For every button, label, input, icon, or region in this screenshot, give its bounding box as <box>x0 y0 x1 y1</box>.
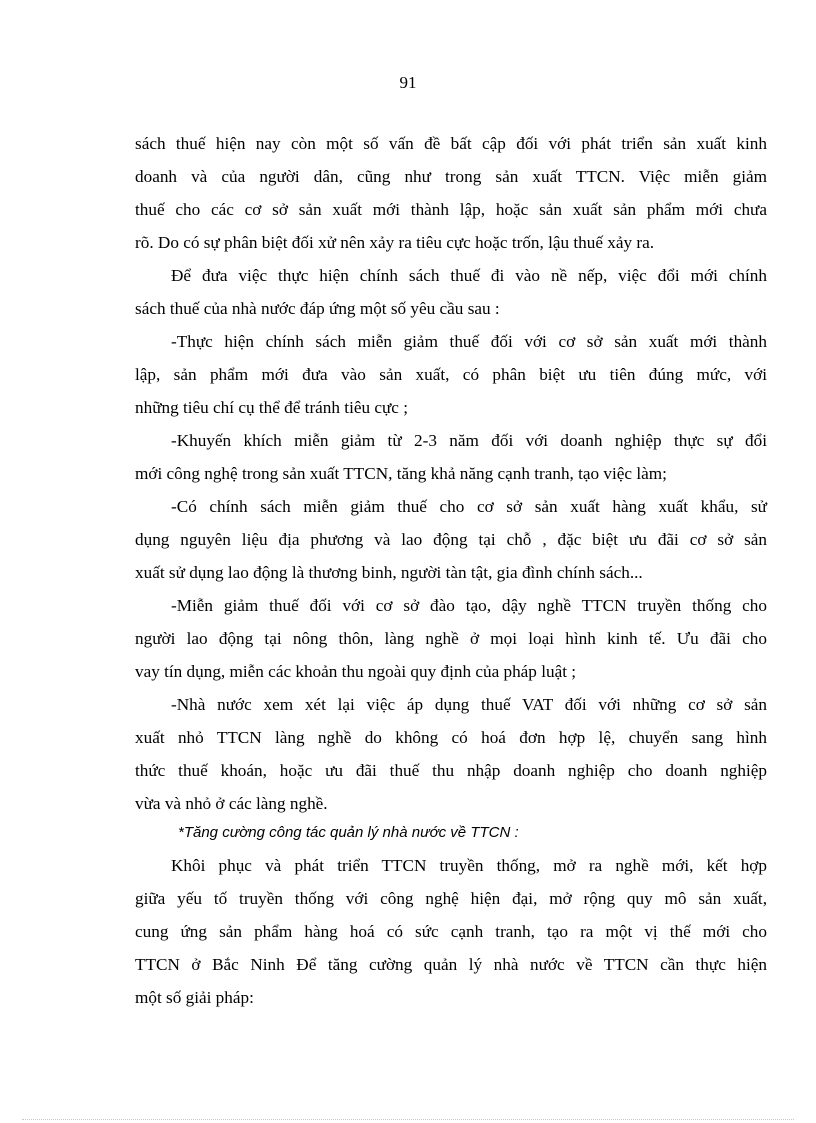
text-line: thức thuế khoán, hoặc ưu đãi thuế thu nhập doanh nghiệp cho doanh nghiệp <box>135 761 767 780</box>
text-line: cung ứng sản phẩm hàng hoá có sức cạnh tranh, tạo ra một vị thế mới cho <box>135 922 767 941</box>
text-line: -Thực hiện chính sách miễn giảm thuế đối với cơ sở sản xuất mới thành <box>171 332 767 351</box>
text-line: một số giải pháp: <box>135 988 254 1007</box>
text-line: giữa yếu tố truyền thống với công nghệ hiện đại, mở rộng quy mô sản xuất, <box>135 889 767 908</box>
section-heading: *Tăng cường công tác quản lý nhà nước về TTCN : <box>178 824 519 841</box>
text-line: người lao động tại nông thôn, làng nghề ở mọi loại hình kinh tế. Ưu đãi cho <box>135 629 767 648</box>
text-line: sách thuế của nhà nước đáp ứng một số yêu cầu sau : <box>135 299 500 318</box>
text-line: vay tín dụng, miễn các khoản thu ngoài quy định của pháp luật ; <box>135 662 577 681</box>
text-line: lập, sản phẩm mới đưa vào sản xuất, có phân biệt ưu tiên đúng mức, với <box>135 365 767 384</box>
text-line: sách thuế hiện nay còn một số vấn đề bất cập đối với phát triển sản xuất kinh <box>135 134 767 153</box>
text-line: Khôi phục và phát triển TTCN truyền thống, mở ra nghề mới, kết hợp <box>171 856 767 875</box>
text-line: xuất nhỏ TTCN làng nghề do không có hoá đơn hợp lệ, chuyển sang hình <box>135 728 767 747</box>
text-line: -Miễn giảm thuế đối với cơ sở đào tạo, dậy nghề TTCN truyền thống cho <box>171 596 767 615</box>
text-line: dụng nguyên liệu địa phương và lao động tại chỗ , đặc biệt ưu đãi cơ sở sản <box>135 530 767 549</box>
text-line: -Nhà nước xem xét lại việc áp dụng thuế VAT đối với những cơ sở sản <box>171 695 767 714</box>
page-number: 91 <box>399 73 417 92</box>
text-line: những tiêu chí cụ thể để tránh tiêu cực ; <box>135 398 409 417</box>
text-line: doanh và của người dân, cũng như trong sản xuất TTCN. Việc miễn giảm <box>135 167 767 186</box>
text-line: xuất sử dụng lao động là thương binh, người tàn tật, gia đình chính sách... <box>135 563 643 582</box>
text-line: Để đưa việc thực hiện chính sách thuế đi vào nề nếp, việc đổi mới chính <box>171 266 767 285</box>
text-line: TTCN ở Bắc Ninh Để tăng cường quản lý nhà nước về TTCN cần thực hiện <box>135 955 767 974</box>
text-line: mới công nghệ trong sản xuất TTCN, tăng khả năng cạnh tranh, tạo việc làm; <box>135 464 667 483</box>
text-line: vừa và nhỏ ở các làng nghề. <box>135 794 328 813</box>
text-line: -Có chính sách miễn giảm thuế cho cơ sở sản xuất hàng xuất khẩu, sử <box>171 497 767 516</box>
page-bottom-rule <box>22 1119 794 1120</box>
text-line: -Khuyến khích miễn giảm từ 2-3 năm đối với doanh nghiệp thực sự đổi <box>171 431 767 450</box>
text-line: rõ. Do có sự phân biệt đối xử nên xảy ra tiêu cực hoặc trốn, lậu thuế xảy ra. <box>135 233 655 252</box>
text-line: thuế cho các cơ sở sản xuất mới thành lập, hoặc sản xuất sản phẩm mới chưa <box>135 200 767 219</box>
